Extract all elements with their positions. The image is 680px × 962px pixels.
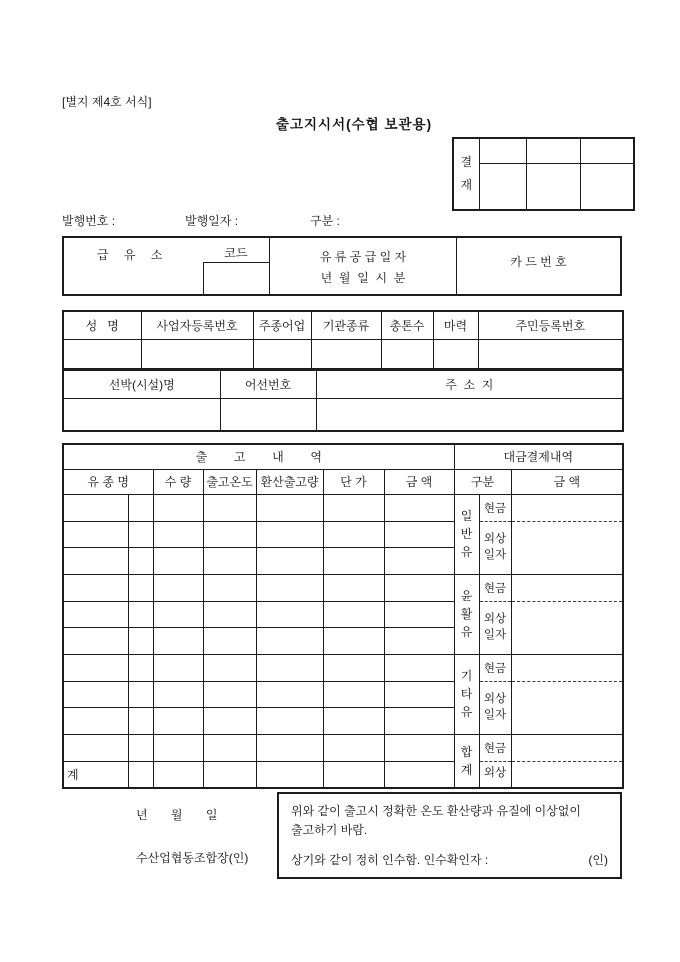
- pay-cash-label: 현금: [479, 734, 511, 761]
- footer-date-line: 년 월 일: [136, 808, 220, 822]
- table-row: [63, 521, 623, 547]
- pay-credit-label-line1: 외상: [483, 692, 507, 705]
- entry-cell: [153, 627, 203, 654]
- entry-cell: [128, 654, 153, 681]
- entry-cell: [384, 521, 454, 547]
- entry-cell: [323, 601, 384, 627]
- issue-date-label: 발행일자 :: [185, 214, 239, 228]
- entry-cell: [384, 654, 454, 681]
- owner-header-fishery: 주종어업: [253, 311, 311, 339]
- vessel-field: [220, 398, 316, 431]
- pay-credit-label-line1: 외상: [483, 532, 507, 545]
- entry-cell: [63, 734, 128, 761]
- issue-type-label: 구분 :: [310, 214, 340, 228]
- pay-credit-label-line2: 일자: [483, 628, 507, 641]
- owner-header-resident-no: 주민등록번호: [478, 311, 623, 339]
- approval-sign-cell: [580, 163, 634, 210]
- card-number-cell: [457, 238, 620, 294]
- entry-cell: [153, 761, 203, 788]
- entry-cell: [203, 574, 256, 601]
- issue-number-label: 발행번호 :: [62, 214, 116, 228]
- entry-cell: [128, 707, 153, 734]
- entry-cell: [63, 494, 128, 521]
- owner-field: [63, 339, 141, 369]
- col-pay-type: 구분: [454, 469, 511, 494]
- col-converted-qty: 환산출고량: [256, 469, 323, 494]
- entry-cell: [63, 521, 128, 547]
- column-header-row: [63, 469, 623, 494]
- entry-cell: [256, 627, 323, 654]
- owner-header-business-no: 사업자등록번호: [141, 311, 253, 339]
- pay-credit-amount-cell: [511, 521, 623, 574]
- entry-cell: [203, 547, 256, 574]
- owner-field: [141, 339, 253, 369]
- station-cell: [64, 238, 270, 294]
- vessel-header-address: 주 소 지: [316, 370, 623, 398]
- vessel-value-row: [63, 398, 623, 431]
- entry-cell: [384, 761, 454, 788]
- entry-cell: [153, 521, 203, 547]
- section-header-row: [63, 444, 623, 469]
- entry-cell: [153, 654, 203, 681]
- vessel-header-boat-no: 어선번호: [220, 370, 316, 398]
- entry-cell: [384, 601, 454, 627]
- vessel-header-name: 선박(시설)명: [63, 370, 220, 398]
- owner-field: [433, 339, 478, 369]
- owner-header-horsepower: 마력: [433, 311, 478, 339]
- vessel-field: [63, 398, 220, 431]
- entry-cell: [384, 574, 454, 601]
- owner-field: [311, 339, 381, 369]
- pay-group-label: 합계: [460, 744, 473, 777]
- entry-cell: [153, 494, 203, 521]
- total-row: [63, 761, 623, 788]
- page-title: 출고지시서(수협 보관용): [275, 117, 433, 132]
- entry-cell: [384, 681, 454, 707]
- entry-cell: [128, 574, 153, 601]
- entry-cell: [203, 627, 256, 654]
- pay-cash-amount-cell: [511, 574, 623, 601]
- entry-cell: [128, 521, 153, 547]
- owner-field: [478, 339, 623, 369]
- pay-cash-label: 현금: [479, 574, 511, 601]
- payment-section-title: 대금결제내역: [454, 444, 623, 469]
- pay-cash-amount-cell: [511, 734, 623, 761]
- notice-box: [277, 792, 622, 879]
- entry-cell: [63, 654, 128, 681]
- col-pay-amount: 금 액: [511, 469, 623, 494]
- receipt-line: 상기와 같이 정히 인수함. 인수확인자 :: [291, 853, 489, 867]
- entry-cell: [128, 547, 153, 574]
- supply-date-cell: [270, 238, 457, 294]
- pay-credit-label-cell: [479, 521, 511, 574]
- entry-cell: [153, 547, 203, 574]
- entry-cell: [323, 761, 384, 788]
- entry-cell: [323, 627, 384, 654]
- owner-header-tonnage: 총톤수: [381, 311, 433, 339]
- entry-cell: [256, 601, 323, 627]
- release-section-title: 출 고 내 역: [63, 444, 454, 469]
- entry-cell: [128, 494, 153, 521]
- entry-cell: [153, 734, 203, 761]
- station-name-label: 급 유 소: [97, 248, 169, 262]
- supply-date-label-line1: 유 류 공 급 일 자: [319, 250, 407, 264]
- approval-sign-cell: [479, 138, 526, 163]
- col-temperature: 출고온도: [203, 469, 256, 494]
- pay-credit-label-cell: [479, 601, 511, 654]
- entry-cell: [203, 681, 256, 707]
- entry-cell: [63, 574, 128, 601]
- entry-cell: [256, 574, 323, 601]
- approval-sign-cell: [580, 138, 634, 163]
- card-number-label: 카 드 번 호: [510, 255, 567, 269]
- table-row: [63, 574, 623, 601]
- col-oil-type: 유 종 명: [63, 469, 153, 494]
- owner-header-row: [63, 311, 623, 339]
- entry-cell: [323, 574, 384, 601]
- entry-cell: [256, 521, 323, 547]
- entry-cell: [323, 521, 384, 547]
- pay-group-label-cell: [454, 574, 479, 654]
- notice-line1: 위와 같이 출고시 정확한 온도 환산량과 유질에 이상없이: [291, 804, 581, 818]
- entry-cell: [128, 761, 153, 788]
- approval-label-cell: [453, 138, 479, 210]
- seal-mark: (인): [588, 853, 608, 867]
- pay-cash-label: 현금: [479, 494, 511, 521]
- approval-sign-cell: [526, 138, 580, 163]
- entry-cell: [153, 601, 203, 627]
- entry-cell: [384, 627, 454, 654]
- entry-cell: [323, 707, 384, 734]
- entry-cell: [256, 494, 323, 521]
- table-row: [63, 654, 623, 681]
- entry-cell: [203, 601, 256, 627]
- entry-cell: [63, 707, 128, 734]
- table-row: [63, 734, 623, 761]
- owner-field: [253, 339, 311, 369]
- approval-box: [452, 137, 635, 211]
- owner-value-row: [63, 339, 623, 369]
- owner-header-engine-type: 기관종류: [311, 311, 381, 339]
- vessel-field: [316, 398, 623, 431]
- entry-cell: [323, 734, 384, 761]
- station-code-label: 코드: [224, 246, 248, 260]
- entry-cell: [203, 707, 256, 734]
- entry-cell: [128, 734, 153, 761]
- vessel-table: [62, 369, 624, 432]
- entry-cell: [203, 654, 256, 681]
- pay-group-label-cell: [454, 734, 479, 788]
- pay-credit-label-line2: 일자: [483, 548, 507, 561]
- pay-group-label: 일반유: [460, 509, 473, 559]
- entry-cell: [63, 547, 128, 574]
- form-reference-note: [별지 제4호 서식]: [62, 95, 152, 109]
- entry-cell: [384, 547, 454, 574]
- table-row: [63, 494, 623, 521]
- pay-credit-amount-cell: [511, 601, 623, 654]
- entry-cell: [153, 681, 203, 707]
- entry-cell: [256, 707, 323, 734]
- release-table: [62, 443, 624, 789]
- supply-date-label-line2: 년 월 일 시 분: [320, 271, 406, 285]
- entry-cell: [256, 654, 323, 681]
- owner-header-name: 성 명: [63, 311, 141, 339]
- pay-cash-amount-cell: [511, 494, 623, 521]
- entry-cell: [203, 734, 256, 761]
- owner-field: [381, 339, 433, 369]
- pay-cash-label: 현금: [479, 654, 511, 681]
- entry-cell: [384, 734, 454, 761]
- entry-cell: [128, 681, 153, 707]
- pay-group-label-cell: [454, 494, 479, 574]
- pay-credit-amount-cell: [511, 761, 623, 788]
- entry-cell: [128, 601, 153, 627]
- station-table: [62, 236, 622, 296]
- entry-cell: [153, 574, 203, 601]
- pay-credit-amount-cell: [511, 681, 623, 734]
- entry-cell: [384, 494, 454, 521]
- station-code-field: [203, 262, 269, 294]
- entry-cell: [203, 494, 256, 521]
- entry-cell: [203, 761, 256, 788]
- notice-line2: 출고하기 바람.: [291, 822, 368, 837]
- pay-cash-amount-cell: [511, 654, 623, 681]
- col-amount: 금 액: [384, 469, 454, 494]
- total-label: 계: [63, 761, 128, 788]
- pay-group-label: 기타유: [460, 669, 473, 719]
- pay-credit-label-line2: 일자: [483, 708, 507, 721]
- entry-cell: [256, 681, 323, 707]
- entry-cell: [153, 707, 203, 734]
- approval-sign-cell: [479, 163, 526, 210]
- entry-cell: [63, 627, 128, 654]
- col-quantity: 수 량: [153, 469, 203, 494]
- entry-cell: [256, 734, 323, 761]
- entry-cell: [323, 654, 384, 681]
- entry-cell: [203, 521, 256, 547]
- entry-cell: [256, 547, 323, 574]
- entry-cell: [323, 681, 384, 707]
- entry-cell: [323, 547, 384, 574]
- approval-label: 결재: [460, 155, 473, 192]
- table-row: [63, 601, 623, 627]
- owner-table: [62, 310, 624, 370]
- pay-group-label: 윤활유: [460, 589, 473, 639]
- pay-credit-label-line1: 외상: [483, 767, 507, 780]
- footer-signer: 수산업협동조합장(인): [136, 851, 249, 865]
- pay-credit-label-cell: [479, 761, 511, 788]
- entry-cell: [63, 601, 128, 627]
- table-row: [63, 681, 623, 707]
- entry-cell: [384, 707, 454, 734]
- approval-sign-cell: [526, 163, 580, 210]
- entry-cell: [128, 627, 153, 654]
- entry-cell: [63, 681, 128, 707]
- pay-group-label-cell: [454, 654, 479, 734]
- pay-credit-label-cell: [479, 681, 511, 734]
- col-unit-price: 단 가: [323, 469, 384, 494]
- entry-cell: [256, 761, 323, 788]
- vessel-header-row: [63, 370, 623, 398]
- pay-credit-label-line1: 외상: [483, 612, 507, 625]
- entry-cell: [323, 494, 384, 521]
